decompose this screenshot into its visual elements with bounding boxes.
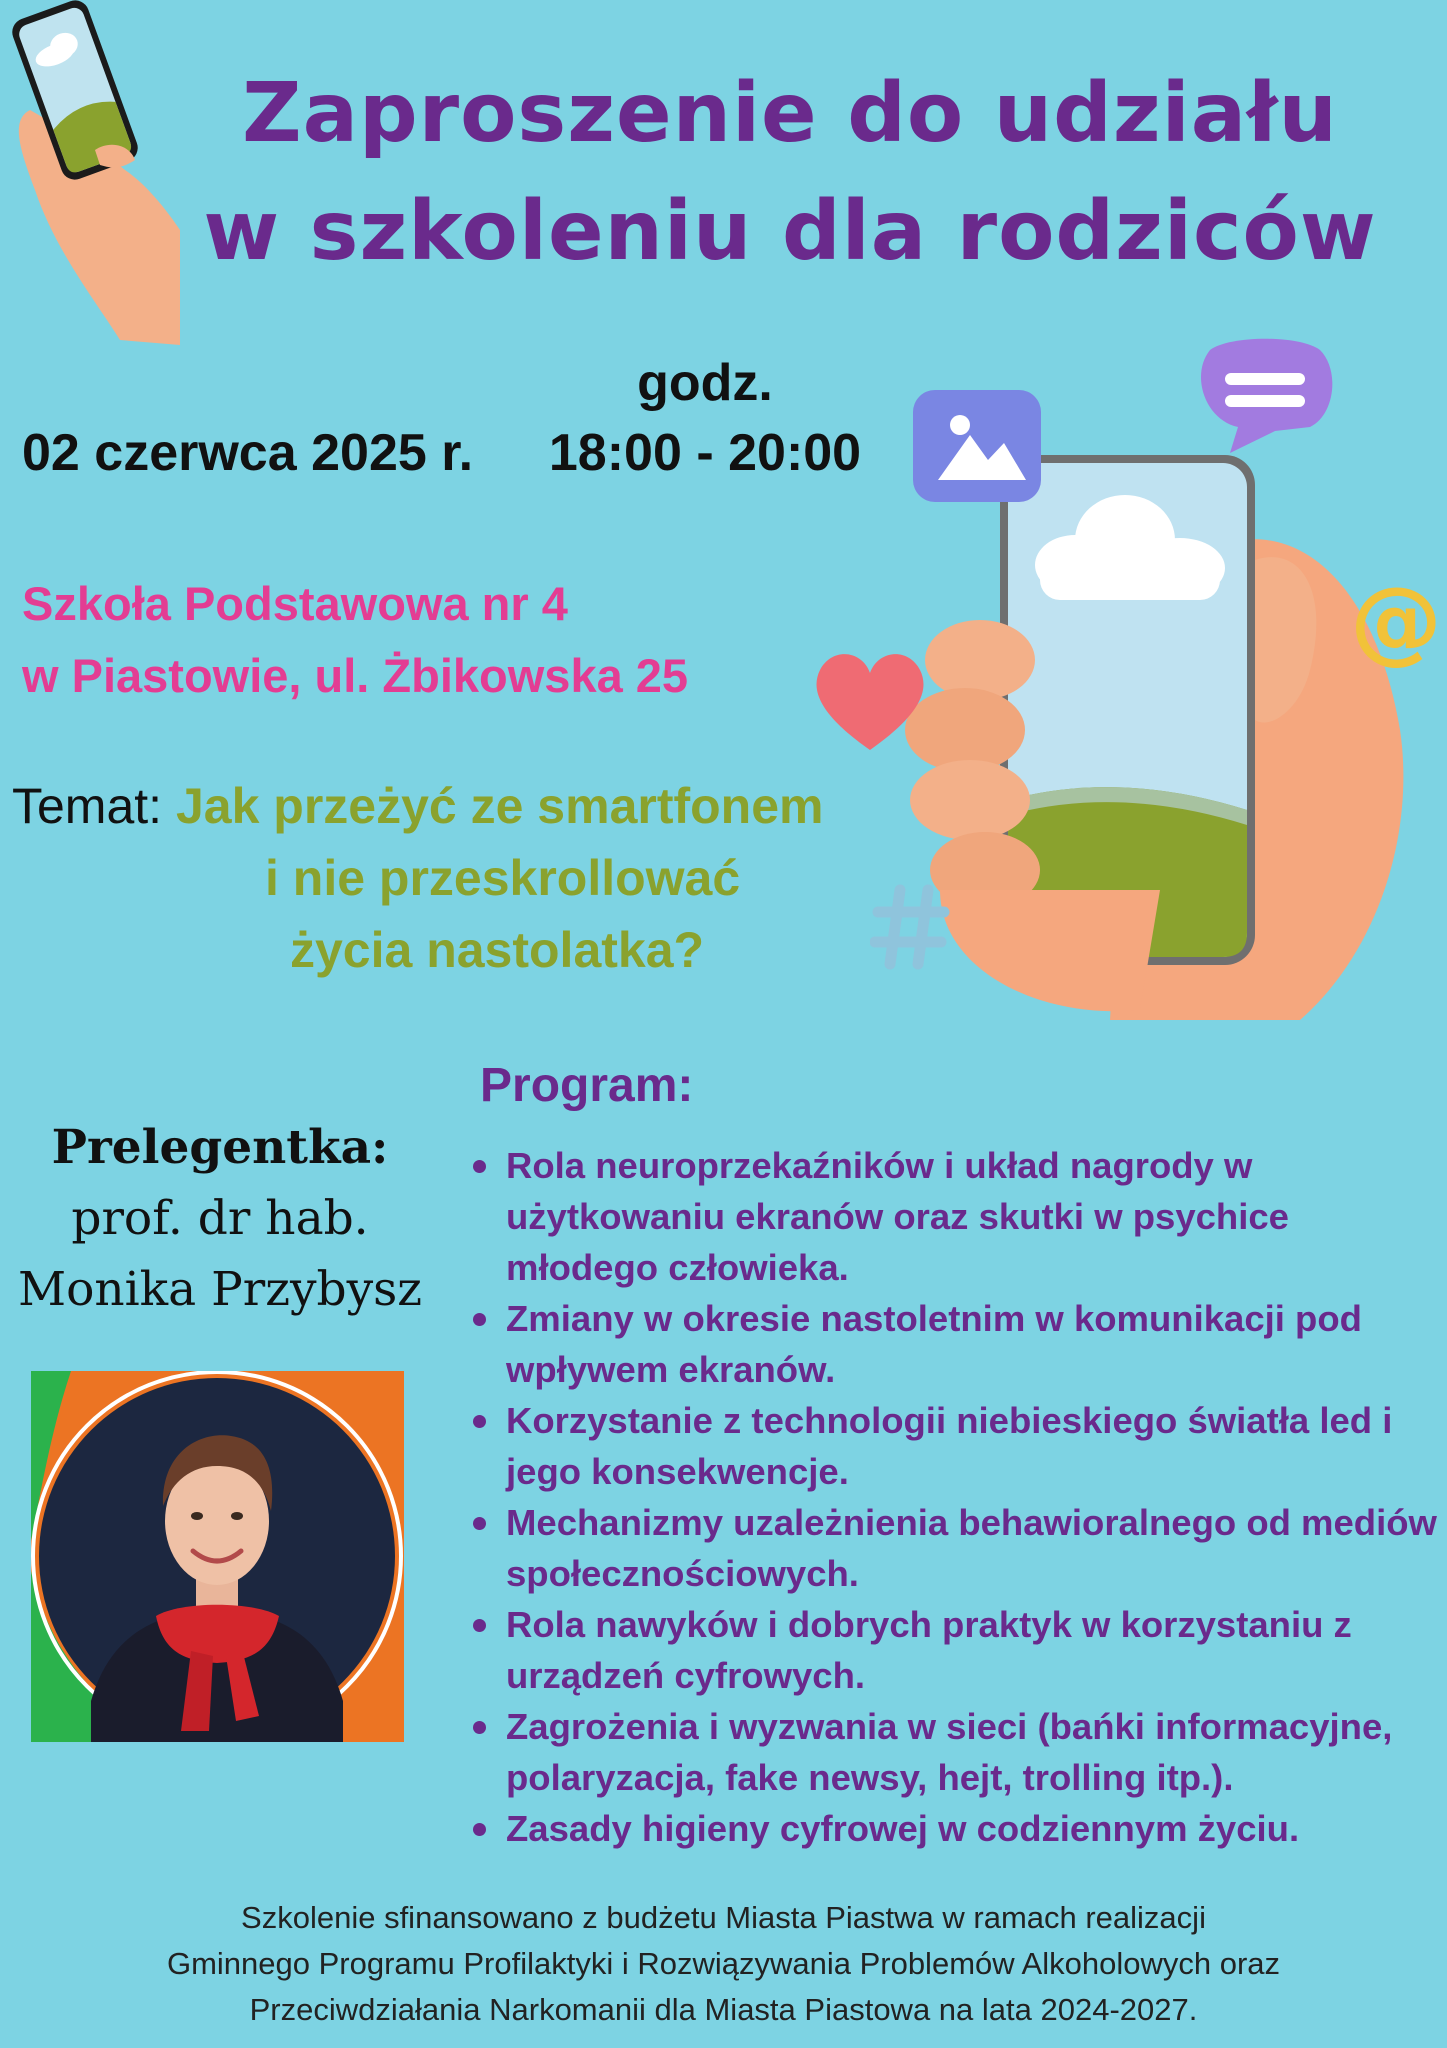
title-line-1: Zaproszenie do udziału: [242, 66, 1338, 161]
time-range: 18:00 - 20:00: [548, 424, 862, 482]
topic-line-3: życia nastolatka?: [290, 922, 705, 978]
event-venue: [22, 568, 688, 712]
program-title: Program:: [480, 1059, 694, 1112]
topic-line-1: Jak przeżyć ze smartfonem: [175, 778, 824, 834]
page-title: [140, 55, 1440, 291]
program-item: Mechanizmy uzależnienia behawioralnego od mediów społecznościowych.: [470, 1497, 1440, 1599]
speaker-portrait: [31, 1371, 404, 1742]
footer-line-3: Przeciwdziałania Narkomanii dla Miasta Piastowa na lata 2024-2027.: [249, 1992, 1198, 2027]
speaker-label: Prelegentka:: [51, 1120, 389, 1175]
venue-line-1: Szkoła Podstawowa nr 4: [22, 577, 568, 630]
svg-text:@: @: [1350, 570, 1442, 670]
speaker-name: Monika Przybysz: [17, 1262, 423, 1317]
speaker-photo: [31, 1371, 404, 1742]
footer-line-2: Gminnego Programu Profilaktyki i Rozwiązywania Problemów Alkoholowych oraz: [166, 1946, 1281, 1981]
program-item: Rola neuroprzekaźników i układ nagrody w użytkowaniu ekranów oraz skutki w psychice młodego człowieka.: [470, 1140, 1440, 1293]
topic-label: Temat:: [12, 778, 163, 834]
image-bubble-icon: [908, 385, 1048, 515]
at-sign-icon: [1350, 570, 1447, 670]
venue-line-2: w Piastowie, ul. Żbikowska 25: [22, 649, 689, 702]
event-date: 02 czerwca 2025 r.: [22, 424, 474, 482]
program-item: Korzystanie z technologii niebieskiego światła led i jego konsekwencje.: [470, 1395, 1440, 1497]
footer-line-1: Szkolenie sfinansowano z budżetu Miasta Piastwa w ramach realizacji: [241, 1900, 1206, 1935]
program-item: Zasady higieny cyfrowej w codziennym życiu.: [470, 1803, 1440, 1854]
speaker-title: prof. dr hab.: [71, 1191, 369, 1246]
hashtag-icon: [870, 882, 952, 972]
topic: [12, 770, 912, 986]
program-list: [470, 1140, 1440, 1854]
topic-line-2: i nie przeskrollować: [265, 850, 741, 906]
program-item: Zmiany w okresie nastoletnim w komunikacji pod wpływem ekranów.: [470, 1293, 1440, 1395]
program-item: Rola nawyków i dobrych praktyk w korzystaniu z urządzeń cyfrowych.: [470, 1599, 1440, 1701]
speaker-info: [10, 1112, 430, 1325]
funding-footer: [60, 1895, 1387, 2033]
chat-bubble-icon: [1190, 335, 1335, 455]
event-time: [540, 348, 870, 488]
time-label: godz.: [637, 354, 773, 412]
heart-icon: [810, 645, 930, 755]
title-line-2: w szkoleniu dla rodziców: [203, 184, 1377, 279]
program-item: Zagrożenia i wyzwania w sieci (bańki informacyjne, polaryzacja, fake newsy, hejt, trolling itp.).: [470, 1701, 1440, 1803]
